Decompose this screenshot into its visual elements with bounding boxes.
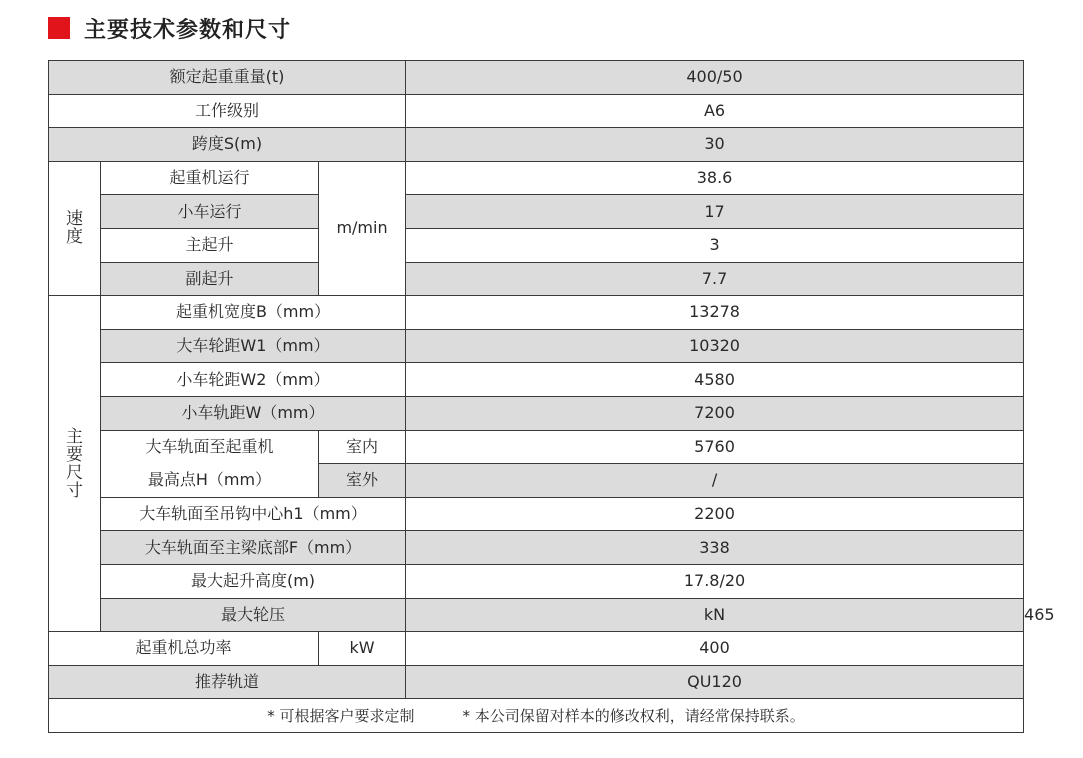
row-value: / — [406, 464, 1024, 498]
notes-row — [49, 699, 1024, 733]
table-row — [49, 430, 1024, 464]
row-unit: kW — [319, 632, 406, 666]
row-label: 副起升 — [101, 262, 319, 296]
row-value: 2200 — [406, 497, 1024, 531]
row-value: 7.7 — [406, 262, 1024, 296]
note-rights: * 本公司保留对样本的修改权利，请经常保持联系。 — [462, 706, 805, 725]
row-value: 4580 — [406, 363, 1024, 397]
group-char: 寸 — [66, 480, 83, 501]
table-row — [49, 262, 1024, 296]
row-value: 30 — [406, 128, 1024, 162]
table-row — [49, 94, 1024, 128]
row-label: 最大起升高度(m) — [101, 564, 406, 598]
dims-group-label — [49, 296, 101, 632]
row-label: 跨度S(m) — [49, 128, 406, 162]
row-value: 400 — [406, 632, 1024, 666]
row-unit: kN — [406, 598, 1024, 632]
row-value: 3 — [406, 228, 1024, 262]
row-value: 338 — [406, 531, 1024, 565]
row-value: 400/50 — [406, 61, 1024, 95]
row-value: 10320 — [406, 329, 1024, 363]
row-label: 起重机总功率 — [49, 632, 319, 666]
row-label: 额定起重重量(t) — [49, 61, 406, 95]
speed-group-label — [49, 161, 101, 295]
row-value: 38.6 — [406, 161, 1024, 195]
row-label: 小车轨距W（mm） — [101, 396, 406, 430]
row-value: 5760 — [406, 430, 1024, 464]
group-char: 要 — [66, 444, 83, 465]
speed-unit: m/min — [319, 161, 406, 295]
row-value: 17.8/20 — [406, 564, 1024, 598]
row-label: 小车运行 — [101, 195, 319, 229]
row-label: 大车轮距W1（mm） — [101, 329, 406, 363]
group-char: 速 — [66, 209, 83, 230]
table-row — [49, 296, 1024, 330]
row-label: 工作级别 — [49, 94, 406, 128]
table-row — [49, 396, 1024, 430]
table-row — [49, 564, 1024, 598]
row-label-line2: 最高点H（mm） — [101, 464, 319, 498]
row-label: 最大轮压 — [101, 598, 406, 632]
indoor-label: 室内 — [319, 430, 406, 464]
table-row — [49, 128, 1024, 162]
table-row — [49, 228, 1024, 262]
section-heading — [48, 12, 291, 44]
table-row — [49, 632, 1024, 666]
row-value: A6 — [406, 94, 1024, 128]
row-label: 大车轨面至吊钩中心h1（mm） — [101, 497, 406, 531]
group-char: 主 — [66, 426, 83, 447]
section-title: 主要技术参数和尺寸 — [84, 17, 292, 43]
table-row — [49, 363, 1024, 397]
red-square-icon — [48, 17, 70, 39]
outdoor-label: 室外 — [319, 464, 406, 498]
notes-cell — [49, 699, 1024, 733]
table-row — [49, 531, 1024, 565]
row-value: 17 — [406, 195, 1024, 229]
row-value: 7200 — [406, 396, 1024, 430]
row-label: 推荐轨道 — [49, 665, 406, 699]
row-label-line1: 大车轨面至起重机 — [101, 430, 319, 464]
row-label: 起重机运行 — [101, 161, 319, 195]
row-value: QU120 — [406, 665, 1024, 699]
table-row — [49, 195, 1024, 229]
table-row — [49, 329, 1024, 363]
note-custom: * 可根据客户要求定制 — [267, 706, 415, 725]
table-row: 最大轮压 kN 465 — [49, 598, 1024, 632]
row-value: 13278 — [406, 296, 1024, 330]
spec-table — [48, 60, 1055, 733]
row-label: 起重机宽度B（mm） — [101, 296, 406, 330]
table-row — [49, 61, 1024, 95]
row-label: 大车轨面至主梁底部F（mm） — [101, 531, 406, 565]
group-char: 度 — [66, 227, 83, 248]
table-row — [49, 161, 1024, 195]
row-label: 小车轮距W2（mm） — [101, 363, 406, 397]
row-label: 主起升 — [101, 228, 319, 262]
table-row — [49, 464, 1024, 498]
table-row — [49, 665, 1024, 699]
table-row — [49, 497, 1024, 531]
group-char: 尺 — [66, 462, 83, 483]
